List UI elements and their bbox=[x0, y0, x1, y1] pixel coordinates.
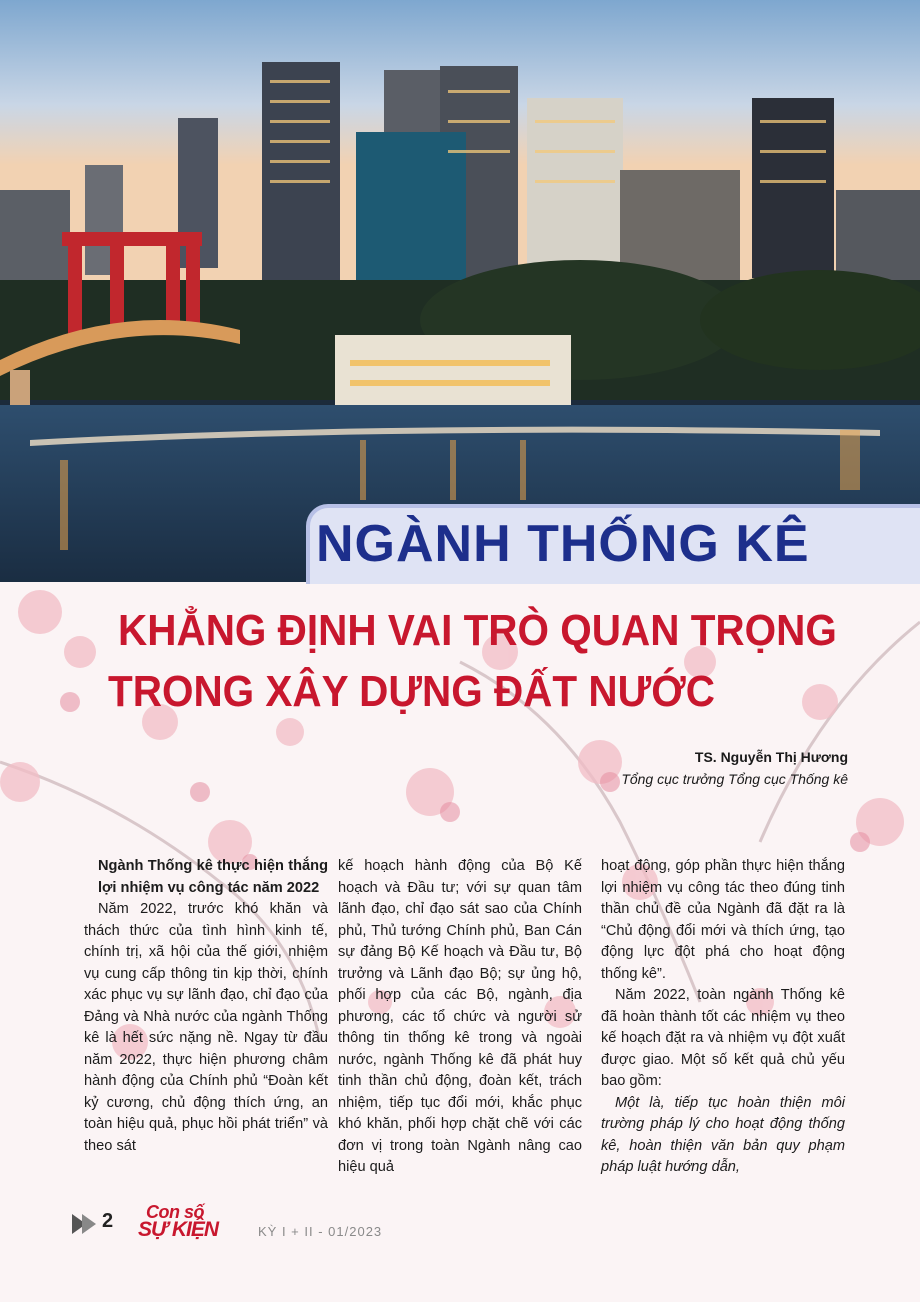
author-block bbox=[621, 746, 848, 790]
section-heading: Ngành Thống kê thực hiện thắng lợi nhiệm vụ công tác năm 2022 bbox=[98, 858, 328, 896]
author-name: TS. Nguyễn Thị Hương bbox=[694, 749, 848, 765]
paragraph: Một là, tiếp tục hoàn thiện môi trường pháp lý cho hoạt động thống kê, hoàn thiện văn bản quy phạm pháp luật hướng dẫn, bbox=[601, 1094, 845, 1175]
issue-label: KỲ I + II - 01/2023 bbox=[258, 1224, 383, 1239]
section-title: NGÀNH THỐNG KÊ bbox=[316, 515, 810, 573]
magazine-logo-top: Con số bbox=[146, 1202, 204, 1222]
paragraph: Năm 2022, toàn ngành Thống kê đã hoàn thành tốt các nhiệm vụ theo kế hoạch đặt ra và nhiệm vụ đột xuất được giao. Một số kết quả chủ yếu bao gồm: bbox=[601, 987, 845, 1089]
paragraph: Năm 2022, trước khó khăn và thách thức của tình hình kinh tế, chính trị, xã hội của thế giới, nhiệm vụ cung cấp thông tin kịp thời, chính xác phục vụ sự lãnh đạo, chỉ đạo của Đảng và Nhà nước của ngành Thống kê là hết sức nặng nề. Ngay từ đầu năm 2022, thực hiện phương châm hành động của Chính phủ “Đoàn kết kỷ cương, chủ động thích ứng, an toàn hiệu quả, phục hồi phát triển” và theo sát bbox=[84, 901, 328, 1154]
article-column-3 bbox=[601, 856, 845, 1179]
article-column-1 bbox=[84, 856, 328, 1157]
page-footer bbox=[72, 1202, 472, 1246]
article-column-2 bbox=[338, 856, 582, 1179]
paragraph: hoạt động, góp phần thực hiện thắng lợi nhiệm vụ công tác theo đúng tinh thần chủ đề của Ngành đã đặt ra là “Chủ động đổi mới và thích ứng, tạo động lực đột phá cho hoạt động thống kê”. bbox=[601, 858, 845, 982]
arrow-icon bbox=[82, 1214, 96, 1234]
author-role: Tổng cục trưởng Tổng cục Thống kê bbox=[621, 771, 848, 787]
headline-line-1: KHẲNG ĐỊNH VAI TRÒ QUAN TRỌNG bbox=[118, 606, 837, 655]
headline-line-2: TRONG XÂY DỰNG ĐẤT NƯỚC bbox=[108, 667, 715, 716]
paragraph: kế hoạch hành động của Bộ Kế hoạch và Đầu tư; với sự quan tâm lãnh đạo, chỉ đạo sát sao của Chính phủ, Thủ tướng Chính phủ, Ban Cán sự đảng Bộ Kế hoạch và Đầu tư, Bộ trưởng và Lãnh đạo Bộ; sự ủng hộ, phối hợp của các Bộ, ngành, địa phương, các tổ chức và người sử thông tin thống kê trong và ngoài nước, ngành Thống kê đã phát huy tinh thần chủ động, đoàn kết, trách nhiệm, tiếp tục đổi mới, khắc phục khó khăn, phối hợp chặt chẽ với các đơn vị trong toàn Ngành nâng cao hiệu quả bbox=[338, 858, 582, 1175]
page-number: 2 bbox=[102, 1210, 114, 1232]
magazine-logo-bottom: SỰ KIỆN bbox=[138, 1218, 218, 1241]
hero-photo bbox=[0, 0, 920, 582]
